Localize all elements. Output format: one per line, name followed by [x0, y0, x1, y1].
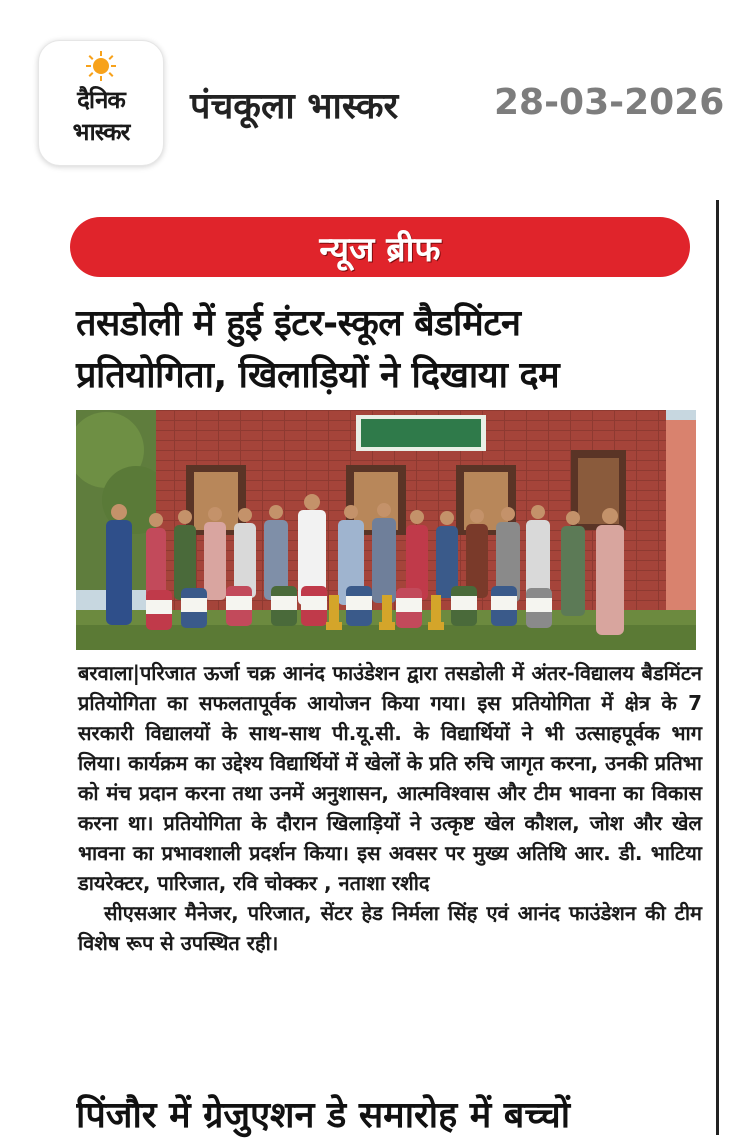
banner-label: न्यूज ब्रीफ [319, 230, 441, 270]
edition-name: पंचकूला भास्कर [190, 86, 399, 127]
article-headline [76, 298, 706, 402]
article-paragraph-1: बरवाला|परिजात ऊर्जा चक्र आनंद फाउंडेशन द्वारा तसडोली में अंतर-विद्यालय बैडमिंटन प्रतियोगिता का सफलतापूर्वक आयोजन किया गया। इस प्रतियोगिता में क्षेत्र के 7 सरकारी विद्यालयों के साथ-साथ पी.यू.सी. के विद्यार्थियों ने भी उत्साहपूर्वक भाग लिया। कार्यक्रम का उद्देश्य विद्यार्थियों में खेलों के प्रति रुचि जागृत करना, उनकी प्रतिभा को मंच प्रदान करना तथा उनमें अनुशासन, आत्मविश्वास और टीम भावना का विकास करना था। प्रतियोगिता के दौरान खिलाड़ियों ने उत्कृष्ट खेल कौशल, जोश और खेल भावना का प्रभावशाली प्रदर्शन किया। इस अवसर पर मुख्य अतिथि आर. डी. भाटिया डायरेक्टर, पारिजात, रवि चोक्कर , नताशा रशीद [78, 661, 702, 895]
news-brief-banner [70, 217, 690, 277]
dainik-bhaskar-logo[interactable] [38, 40, 164, 166]
column-rule [716, 200, 719, 1135]
next-article-headline: पिंजौर में ग्रेजुएशन डे समारोह में बच्चों [76, 1095, 571, 1136]
article-body [78, 658, 702, 958]
group-photo-illustration [76, 410, 696, 650]
headline-line-2: प्रतियोगिता, खिलाड़ियों ने दिखाया दम [76, 355, 560, 396]
edition-date: 28-03-2026 [494, 82, 725, 123]
logo-text-dainik: दैनिक [77, 86, 125, 114]
app-header [0, 0, 732, 200]
article-paragraph-2: सीएसआर मैनेजर, परिजात, सेंटर हेड निर्मला सिंह एवं आनंद फाउंडेशन की टीम विशेष रूप से उपस्थित रही। [78, 901, 702, 955]
sun-icon [86, 51, 116, 81]
headline-line-1: तसडोली में हुई इंटर-स्कूल बैडमिंटन [76, 303, 521, 344]
logo-text-bhaskar: भास्कर [72, 118, 130, 146]
group-photo [76, 410, 696, 650]
